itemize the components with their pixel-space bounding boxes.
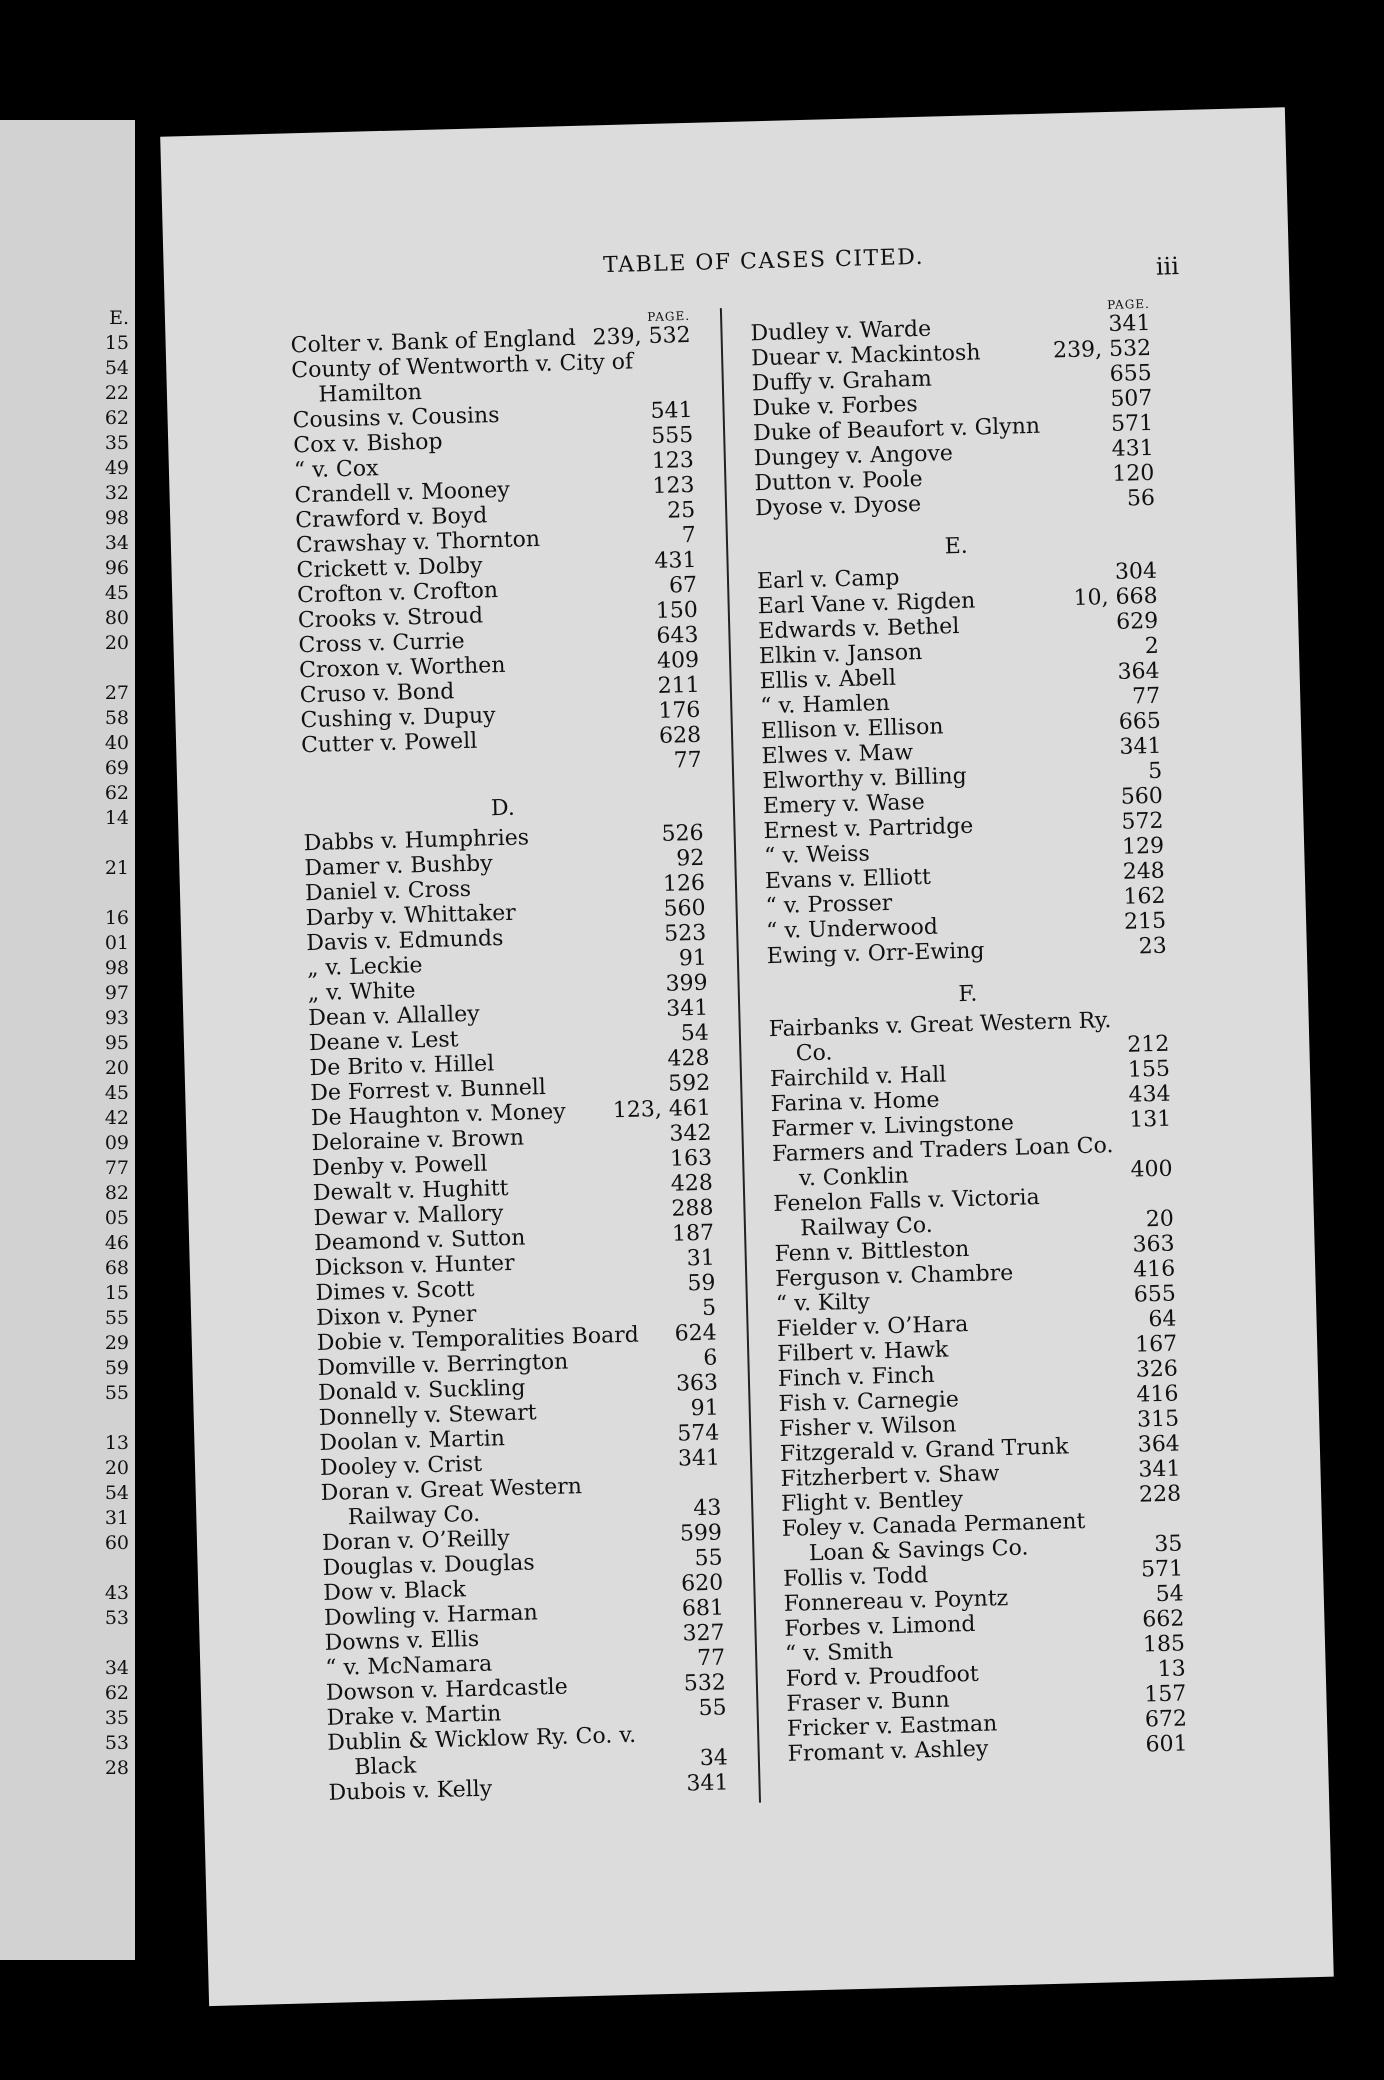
left-page-number: 13: [104, 1432, 129, 1454]
case-page: 434: [1128, 1081, 1171, 1108]
case-name: Dyose v. Dyose: [754, 491, 922, 522]
left-page-number: 96: [104, 557, 129, 579]
case-column-right: [750, 297, 1188, 1767]
case-name: Emery v. Wase: [762, 789, 926, 820]
case-page: 43: [692, 1495, 722, 1522]
case-page: 10, 668: [1073, 583, 1158, 611]
case-name: Crawshay v. Thornton: [295, 526, 541, 559]
left-page-number: 28: [104, 1757, 129, 1779]
case-name: Cushing v. Dupuy: [300, 703, 496, 734]
section-letter: E.: [944, 533, 969, 560]
left-page-number: 53: [104, 1732, 129, 1754]
case-name: Farina v. Home: [770, 1087, 940, 1118]
left-page-number: 98: [104, 957, 129, 979]
left-page-edge: [0, 120, 135, 1960]
case-name: Dow v. Black: [323, 1577, 467, 1606]
case-page: 215: [1123, 908, 1167, 935]
left-page-number: [89, 1406, 129, 1431]
case-page: 123: [651, 447, 695, 474]
case-page: 131: [1128, 1106, 1172, 1133]
left-page-number: E.: [109, 307, 129, 329]
case-name: Daniel v. Cross: [304, 876, 472, 907]
left-page-number: 54: [104, 1482, 129, 1504]
case-name: Ferguson v. Chambre: [774, 1260, 1014, 1293]
case-page: 304: [1114, 558, 1158, 585]
left-page-number: 20: [104, 632, 129, 654]
case-page: 67: [668, 572, 698, 599]
case-name: Finch v. Finch: [777, 1362, 935, 1392]
left-page-number: [89, 881, 129, 906]
case-page: 400: [1130, 1156, 1173, 1183]
left-page-number: 69: [104, 757, 129, 779]
case-page: 364: [1137, 1431, 1181, 1458]
case-page: 162: [1123, 883, 1166, 910]
case-name: Crickett v. Dolby: [296, 553, 483, 584]
case-column-left: [290, 309, 729, 1806]
page-column-label: PAGE.: [1106, 296, 1151, 312]
case-name: Fraser v. Bunn: [786, 1687, 950, 1717]
case-page: 599: [679, 1520, 723, 1547]
case-name: Duffy v. Graham: [751, 366, 933, 397]
case-page: 409: [656, 647, 700, 674]
case-page: 560: [663, 895, 706, 922]
left-page-number: 15: [104, 332, 129, 354]
case-page: 326: [1135, 1356, 1179, 1383]
case-page: 35: [1154, 1531, 1183, 1558]
case-name: Dabbs v. Humphries: [303, 825, 530, 857]
case-name: Donnelly v. Stewart: [318, 1400, 537, 1432]
case-page: 363: [1132, 1231, 1175, 1258]
case-name: „ v. Leckie: [306, 953, 423, 982]
case-name: Davis v. Edmunds: [306, 926, 504, 957]
left-page-number: 49: [104, 457, 129, 479]
left-page-number: 43: [104, 1582, 129, 1604]
left-page-number: 54: [104, 357, 129, 379]
case-name: Elkin v. Janson: [758, 639, 923, 670]
case-page: 123, 461: [612, 1095, 712, 1124]
case-name: Dubois v. Kelly: [328, 1776, 493, 1806]
case-page: 59: [687, 1270, 716, 1297]
left-page-number: 46: [104, 1232, 129, 1254]
case-page: 532: [683, 1670, 727, 1697]
case-page: 363: [675, 1370, 719, 1397]
case-page: 77: [696, 1645, 726, 1672]
case-name: „ v. White: [307, 978, 416, 1007]
case-page: 364: [1117, 658, 1160, 685]
case-name: Doran v. Great Western Railway Co.: [320, 1474, 583, 1531]
left-page-number: 45: [104, 1082, 129, 1104]
case-page: 5: [701, 1295, 717, 1321]
case-name: Dowson v. Hardcastle: [325, 1674, 568, 1706]
left-page-number: 97: [104, 982, 129, 1004]
case-page: 620: [680, 1570, 724, 1597]
case-name: Crawford v. Boyd: [294, 503, 488, 534]
left-page-number: 35: [104, 1707, 129, 1729]
case-page: 655: [1109, 360, 1153, 387]
case-name: Duear v. Mackintosh: [750, 340, 981, 372]
page-number: iii: [1155, 252, 1180, 281]
case-page: 248: [1122, 858, 1166, 885]
case-page: 2: [1144, 633, 1160, 660]
case-name: Dowling v. Harman: [323, 1600, 539, 1631]
case-name: Earl v. Camp: [756, 565, 900, 595]
case-page: 592: [667, 1070, 711, 1097]
case-name: Dutton v. Poole: [754, 466, 923, 497]
left-page-number: 58: [104, 707, 129, 729]
case-page: 572: [1121, 808, 1164, 835]
case-name: “ v. McNamara: [325, 1651, 493, 1681]
left-page-number: 20: [104, 1057, 129, 1079]
case-name: Damer v. Bushby: [304, 851, 493, 882]
case-page: 342: [669, 1120, 712, 1147]
case-name: Donald v. Suckling: [317, 1375, 526, 1407]
case-name: Dewalt v. Hughitt: [312, 1175, 509, 1207]
case-page: 54: [1155, 1581, 1185, 1608]
case-name: Dickson v. Hunter: [314, 1250, 515, 1282]
case-name: Darby v. Whittaker: [305, 900, 517, 932]
case-page: 431: [1111, 435, 1155, 462]
case-name: Fromant v. Ashley: [787, 1736, 989, 1767]
case-name: Follis v. Todd: [782, 1563, 929, 1592]
case-name: Doran v. O’Reilly: [321, 1526, 510, 1556]
case-name: Fisher v. Wilson: [778, 1412, 957, 1442]
case-name: De Brito v. Hillel: [309, 1051, 495, 1082]
case-page: 6: [703, 1345, 718, 1371]
case-page: 555: [650, 422, 694, 449]
case-page: 341: [686, 1770, 729, 1797]
case-name: Colter v. Bank of England: [290, 325, 577, 359]
case-page: 187: [671, 1220, 715, 1247]
case-page: 129: [1121, 833, 1165, 860]
case-name: “ v. Underwood: [765, 914, 939, 945]
case-page: 665: [1118, 708, 1162, 735]
case-name: Deamond v. Sutton: [313, 1225, 526, 1257]
case-page: 416: [1132, 1256, 1176, 1283]
left-page-number: 82: [104, 1182, 129, 1204]
case-name: Croxon v. Worthen: [298, 652, 506, 684]
case-name: Flight v. Bentley: [780, 1487, 964, 1517]
case-name: Fenelon Falls v. Victoria Railway Co.: [773, 1185, 1040, 1242]
case-page: 126: [662, 870, 706, 897]
case-page: 34: [699, 1745, 729, 1772]
case-page: 681: [681, 1595, 725, 1622]
left-page-number: 05: [104, 1207, 129, 1229]
case-name: “ v. Smith: [784, 1639, 894, 1667]
left-page-number: 35: [104, 432, 129, 454]
case-page: 91: [678, 945, 708, 972]
case-page: 341: [1138, 1456, 1181, 1483]
case-name: Cruso v. Bond: [299, 679, 455, 709]
left-page-number: 62: [104, 782, 129, 804]
case-name: Denby v. Powell: [311, 1151, 488, 1182]
case-name: Ewing v. Orr-Ewing: [766, 938, 985, 970]
left-page-number: 40: [104, 732, 129, 754]
case-name: De Forrest v. Bunnell: [309, 1074, 547, 1107]
left-page-number: [89, 1556, 129, 1581]
case-page: 5: [1147, 758, 1163, 785]
case-name: Dudley v. Warde: [750, 316, 932, 347]
left-page-number: 27: [104, 682, 129, 704]
case-page: 167: [1134, 1331, 1178, 1358]
case-name: “ v. Cox: [293, 456, 379, 484]
case-name: Fairbanks v. Great Western Ry. Co.: [768, 1008, 1112, 1067]
case-page: 176: [658, 697, 701, 724]
case-name: Domville v. Berrington: [317, 1349, 569, 1382]
case-page: 150: [655, 597, 699, 624]
case-page: 601: [1145, 1731, 1188, 1758]
left-page-numbers: [89, 306, 129, 1781]
case-page: 239, 532: [592, 322, 691, 351]
case-name: Fish v. Carnegie: [778, 1387, 960, 1417]
case-name: “ v. Prosser: [765, 890, 893, 920]
case-page: 55: [694, 1545, 723, 1572]
page-column-label: PAGE.: [647, 308, 691, 325]
case-page: 341: [665, 995, 709, 1022]
case-page: 7: [681, 522, 697, 549]
case-name: Dixon v. Pyner: [315, 1301, 477, 1332]
case-page: 526: [661, 820, 704, 847]
case-name: Elwes v. Maw: [761, 740, 914, 770]
case-name: Filbert v. Hawk: [776, 1337, 949, 1367]
case-name: Crooks v. Stroud: [297, 603, 484, 634]
case-name: Fairchild v. Hall: [769, 1062, 947, 1093]
case-page: 185: [1142, 1631, 1186, 1658]
case-name: Cutter v. Powell: [300, 728, 478, 759]
case-name: “ v. Hamlen: [759, 690, 891, 720]
left-page-number: 32: [104, 482, 129, 504]
case-name: Dimes v. Scott: [315, 1276, 475, 1307]
left-page-number: 60: [104, 1532, 129, 1554]
case-name: Foley v. Canada Permanent Loan & Savings Co.: [781, 1508, 1086, 1567]
case-page: 25: [666, 497, 696, 524]
left-page-number: 77: [104, 1157, 129, 1179]
case-name: Deane v. Lest: [308, 1027, 459, 1057]
left-page-number: 80: [104, 607, 129, 629]
case-page: 399: [665, 970, 708, 997]
case-page: 23: [1138, 933, 1168, 960]
case-name: Drake v. Martin: [326, 1701, 502, 1731]
case-page: 428: [670, 1170, 714, 1197]
case-page: 327: [682, 1620, 725, 1647]
left-page-number: 14: [104, 807, 129, 829]
case-name: Deloraine v. Brown: [311, 1125, 525, 1157]
case-name: Downs v. Ellis: [324, 1626, 480, 1656]
left-page-number: 95: [104, 1032, 129, 1054]
case-name: Cousins v. Cousins: [292, 402, 500, 434]
case-page: 315: [1136, 1406, 1180, 1433]
section-letter: F.: [958, 981, 978, 1008]
case-page: 157: [1143, 1681, 1187, 1708]
case-page: 239, 532: [1052, 335, 1152, 364]
case-page: 571: [1140, 1556, 1184, 1583]
case-name: Fricker v. Eastman: [786, 1711, 998, 1742]
case-name: Dean v. Allalley: [308, 1001, 480, 1032]
case-page: 211: [657, 672, 701, 699]
left-page-number: [89, 831, 129, 856]
case-page: 655: [1133, 1281, 1177, 1308]
section-letter: D.: [490, 795, 516, 822]
case-page: 56: [1126, 485, 1156, 512]
case-page: 120: [1112, 460, 1155, 487]
case-page: 155: [1127, 1056, 1171, 1083]
case-name: Crofton v. Crofton: [296, 578, 499, 609]
case-name: Forbes v. Limond: [784, 1611, 976, 1642]
left-page-number: 45: [104, 582, 129, 604]
case-name: Dublin & Wicklow Ry. Co. v. Black: [326, 1722, 637, 1781]
case-name: Crandell v. Mooney: [294, 477, 511, 509]
book-page: [160, 107, 1334, 2006]
case-name: Ellison v. Ellison: [760, 714, 944, 745]
left-page-number: 34: [104, 532, 129, 554]
case-name: Dooley v. Crist: [319, 1451, 483, 1481]
left-page-number: 22: [104, 382, 129, 404]
case-page: 341: [1108, 310, 1151, 337]
case-name: Ellis v. Abell: [759, 665, 897, 695]
case-page: 341: [1119, 733, 1162, 760]
case-page: 560: [1120, 783, 1164, 810]
case-name: Earl Vane v. Rigden: [757, 588, 976, 620]
case-page: 163: [669, 1145, 713, 1172]
left-page-number: 15: [104, 1282, 129, 1304]
left-page-number: 31: [104, 1507, 129, 1529]
case-name: Fenn v. Bittleston: [774, 1236, 970, 1268]
case-page: 574: [677, 1420, 720, 1447]
left-page-number: 34: [104, 1657, 129, 1679]
case-page: 288: [671, 1195, 714, 1222]
case-name: County of Wentworth v. City of Hamilton: [291, 349, 634, 408]
case-name: Evans v. Elliott: [764, 864, 932, 895]
case-page: 431: [654, 547, 697, 574]
case-name: Fielder v. O’Hara: [776, 1311, 969, 1342]
case-name: Fitzherbert v. Shaw: [780, 1461, 1000, 1492]
case-name: Ford v. Proudfoot: [785, 1661, 980, 1692]
case-name: Dungey v. Angove: [753, 441, 954, 472]
case-page: 77: [1131, 683, 1161, 710]
case-name: Farmers and Traders Loan Co. v. Conklin: [771, 1133, 1114, 1192]
case-page: 341: [677, 1445, 721, 1472]
left-page-number: 09: [104, 1132, 129, 1154]
case-page: 672: [1144, 1706, 1188, 1733]
case-page: 212: [1126, 1031, 1170, 1058]
case-name: “ v. Kilty: [775, 1289, 871, 1318]
case-name: Ernest v. Partridge: [763, 813, 974, 845]
case-name: Duke of Beaufort v. Glynn: [752, 413, 1041, 447]
left-page-number: 59: [104, 1357, 129, 1379]
left-page-number: 93: [104, 1007, 129, 1029]
left-page-number: [89, 656, 129, 681]
case-page: 20: [1145, 1206, 1175, 1233]
case-page: 123: [652, 472, 695, 499]
case-name: Dobie v. Temporalities Board: [316, 1322, 640, 1357]
left-page-number: [89, 1631, 129, 1656]
case-page: 64: [1148, 1306, 1177, 1333]
left-page-number: 42: [104, 1107, 129, 1129]
left-page-number: 55: [104, 1382, 129, 1404]
case-name: Elworthy v. Billing: [761, 763, 968, 795]
case-name: Douglas v. Douglas: [322, 1550, 535, 1581]
page-title: TABLE OF CASES CITED.: [602, 244, 925, 279]
case-name: Cox v. Bishop: [293, 429, 443, 459]
case-page: 92: [675, 845, 705, 872]
case-page: 13: [1157, 1656, 1186, 1683]
case-name: Farmer v. Livingstone: [771, 1110, 1015, 1143]
case-page: 91: [690, 1395, 719, 1422]
case-page: 77: [673, 747, 703, 774]
case-page: 624: [674, 1320, 718, 1347]
left-page-number: 98: [104, 507, 129, 529]
left-page-number: 16: [104, 907, 129, 929]
left-page-number: 29: [104, 1332, 129, 1354]
case-name: De Haughton v. Money: [310, 1099, 567, 1132]
case-page: 31: [686, 1245, 716, 1272]
left-page-number: 01: [104, 932, 129, 954]
left-page-number: 20: [104, 1457, 129, 1479]
case-page: 643: [656, 622, 699, 649]
case-page: 541: [650, 397, 693, 424]
left-page-number: 68: [104, 1257, 129, 1279]
case-page: 507: [1110, 385, 1153, 412]
left-page-number: 21: [104, 857, 129, 879]
case-name: Cross v. Currie: [298, 628, 465, 659]
left-page-number: 62: [104, 407, 129, 429]
case-name: Dewar v. Mallory: [313, 1201, 504, 1232]
left-page-number: 62: [104, 1682, 129, 1704]
case-name: Edwards v. Bethel: [758, 613, 960, 645]
left-page-number: 53: [104, 1607, 129, 1629]
case-page: 54: [680, 1020, 710, 1047]
case-page: 416: [1136, 1381, 1179, 1408]
case-page: 662: [1142, 1606, 1185, 1633]
case-name: Duke v. Forbes: [752, 391, 918, 422]
case-page: 523: [663, 920, 707, 947]
case-page: 228: [1138, 1481, 1182, 1508]
case-name: Fonnereau v. Poyntz: [783, 1586, 1009, 1617]
case-page: 628: [658, 722, 702, 749]
case-page: 571: [1110, 410, 1154, 437]
case-page: 55: [698, 1695, 727, 1722]
case-page: 629: [1115, 608, 1159, 635]
case-name: Fitzgerald v. Grand Trunk: [779, 1434, 1069, 1467]
case-name: “ v. Weiss: [763, 841, 871, 870]
case-name: Doolan v. Martin: [319, 1426, 506, 1456]
case-page: 428: [667, 1045, 710, 1072]
left-page-number: 55: [104, 1307, 129, 1329]
